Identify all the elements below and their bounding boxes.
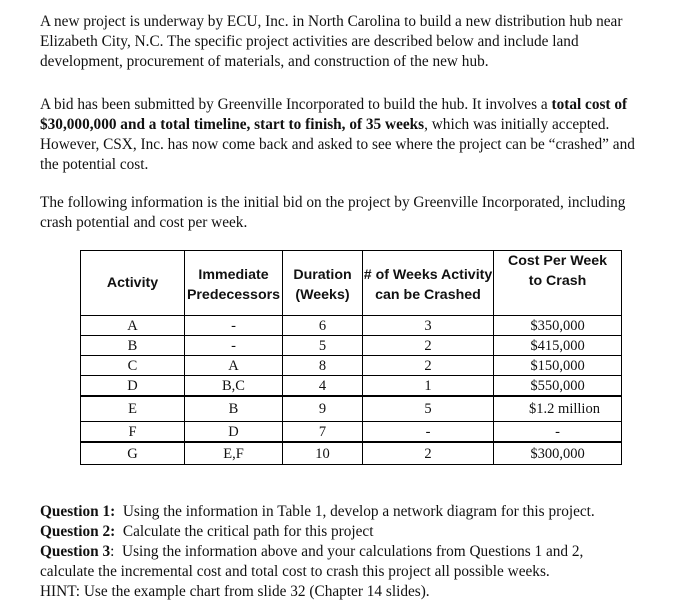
cell-predecessors: D bbox=[185, 422, 283, 443]
cell-activity: G bbox=[81, 442, 185, 465]
header-weeks-crashable: # of Weeks Activity can be Crashed bbox=[363, 251, 494, 316]
cell-predecessors: B,C bbox=[185, 376, 283, 397]
bid-text: , which was initially accepted. bbox=[424, 116, 610, 133]
cell-weeks: - bbox=[363, 422, 494, 443]
following-line: The following information is the initial bid on the project by Greenville Incorporated, including bbox=[40, 194, 626, 211]
cell-weeks: 2 bbox=[363, 336, 494, 356]
question-3-continued: calculate the incremental cost and total cost to crash this project all possible weeks. bbox=[40, 563, 550, 580]
intro-line: A new project is underway by ECU, Inc. in North Carolina to build a new distribution hub near bbox=[40, 13, 623, 30]
cell-duration: 7 bbox=[283, 422, 363, 443]
question-label: Question 1: bbox=[40, 503, 116, 520]
table-row bbox=[81, 356, 622, 376]
cell-duration: 6 bbox=[283, 316, 363, 336]
cell-cost: $1.2 million bbox=[494, 396, 622, 422]
cell-weeks: 1 bbox=[363, 376, 494, 397]
cell-cost: - bbox=[494, 422, 622, 443]
intro-line: development, procurement of materials, and construction of the new hub. bbox=[40, 53, 489, 70]
table-row bbox=[81, 336, 622, 356]
cell-cost: $350,000 bbox=[494, 316, 622, 336]
header-duration: Duration (Weeks) bbox=[283, 251, 363, 316]
cell-weeks: 3 bbox=[363, 316, 494, 336]
table-row bbox=[81, 316, 622, 336]
question-text: Calculate the critical path for this project bbox=[115, 523, 374, 540]
cell-activity: C bbox=[81, 356, 185, 376]
header-predecessors: Immediate Predecessors bbox=[185, 251, 283, 316]
bid-line: the potential cost. bbox=[40, 156, 149, 173]
bid-line: However, CSX, Inc. has now come back and asked to see where the project can be “crashed” and bbox=[40, 136, 635, 153]
cell-cost: $150,000 bbox=[494, 356, 622, 376]
header-activity: Activity bbox=[81, 251, 185, 316]
cell-activity: B bbox=[81, 336, 185, 356]
bid-line bbox=[40, 95, 696, 115]
cell-predecessors: E,F bbox=[185, 442, 283, 465]
activity-table bbox=[80, 250, 622, 465]
bid-text: A bid has been submitted by Greenville Incorporated to build the hub. It involves a bbox=[40, 96, 552, 113]
table-row bbox=[81, 442, 622, 465]
cell-predecessors: - bbox=[185, 336, 283, 356]
question-1 bbox=[40, 502, 696, 522]
question-text: : Using the information above and your calculations from Questions 1 and 2, bbox=[110, 543, 584, 560]
cell-cost: $300,000 bbox=[494, 442, 622, 465]
table-header-row bbox=[81, 251, 622, 316]
cell-duration: 10 bbox=[283, 442, 363, 465]
header-cost-per-week: Cost Per Week to Crash bbox=[494, 251, 622, 316]
bid-paragraph bbox=[40, 95, 696, 175]
following-line: crash potential and cost per week. bbox=[40, 214, 248, 231]
bid-bold-text: total cost of bbox=[551, 96, 628, 113]
cell-duration: 9 bbox=[283, 396, 363, 422]
question-2 bbox=[40, 522, 696, 542]
cell-weeks: 2 bbox=[363, 356, 494, 376]
cell-cost: $415,000 bbox=[494, 336, 622, 356]
cell-activity: E bbox=[81, 396, 185, 422]
cell-duration: 5 bbox=[283, 336, 363, 356]
cell-duration: 8 bbox=[283, 356, 363, 376]
hint-line: HINT: Use the example chart from slide 32 (Chapter 14 slides). bbox=[40, 583, 430, 600]
table-row bbox=[81, 422, 622, 443]
intro-paragraph bbox=[40, 12, 696, 72]
cell-duration: 4 bbox=[283, 376, 363, 397]
question-label: Question 3 bbox=[40, 543, 111, 560]
question-3 bbox=[40, 542, 696, 562]
cell-activity: D bbox=[81, 376, 185, 397]
questions-block bbox=[40, 502, 696, 602]
cell-activity: A bbox=[81, 316, 185, 336]
following-paragraph bbox=[40, 193, 696, 233]
cell-weeks: 2 bbox=[363, 442, 494, 465]
cell-cost: $550,000 bbox=[494, 376, 622, 397]
table-row bbox=[81, 396, 622, 422]
cell-activity: F bbox=[81, 422, 185, 443]
cell-weeks: 5 bbox=[363, 396, 494, 422]
bid-bold-text: $30,000,000 and a total timeline, start to finish, of 35 weeks bbox=[40, 116, 425, 133]
cell-predecessors: A bbox=[185, 356, 283, 376]
question-text: Using the information in Table 1, develop a network diagram for this project. bbox=[115, 503, 595, 520]
cell-predecessors: - bbox=[185, 316, 283, 336]
intro-line: Elizabeth City, N.C. The specific project activities are described below and include land bbox=[40, 33, 579, 50]
bid-line bbox=[40, 115, 696, 135]
question-label: Question 2: bbox=[40, 523, 116, 540]
cell-predecessors: B bbox=[185, 396, 283, 422]
table-row bbox=[81, 376, 622, 397]
